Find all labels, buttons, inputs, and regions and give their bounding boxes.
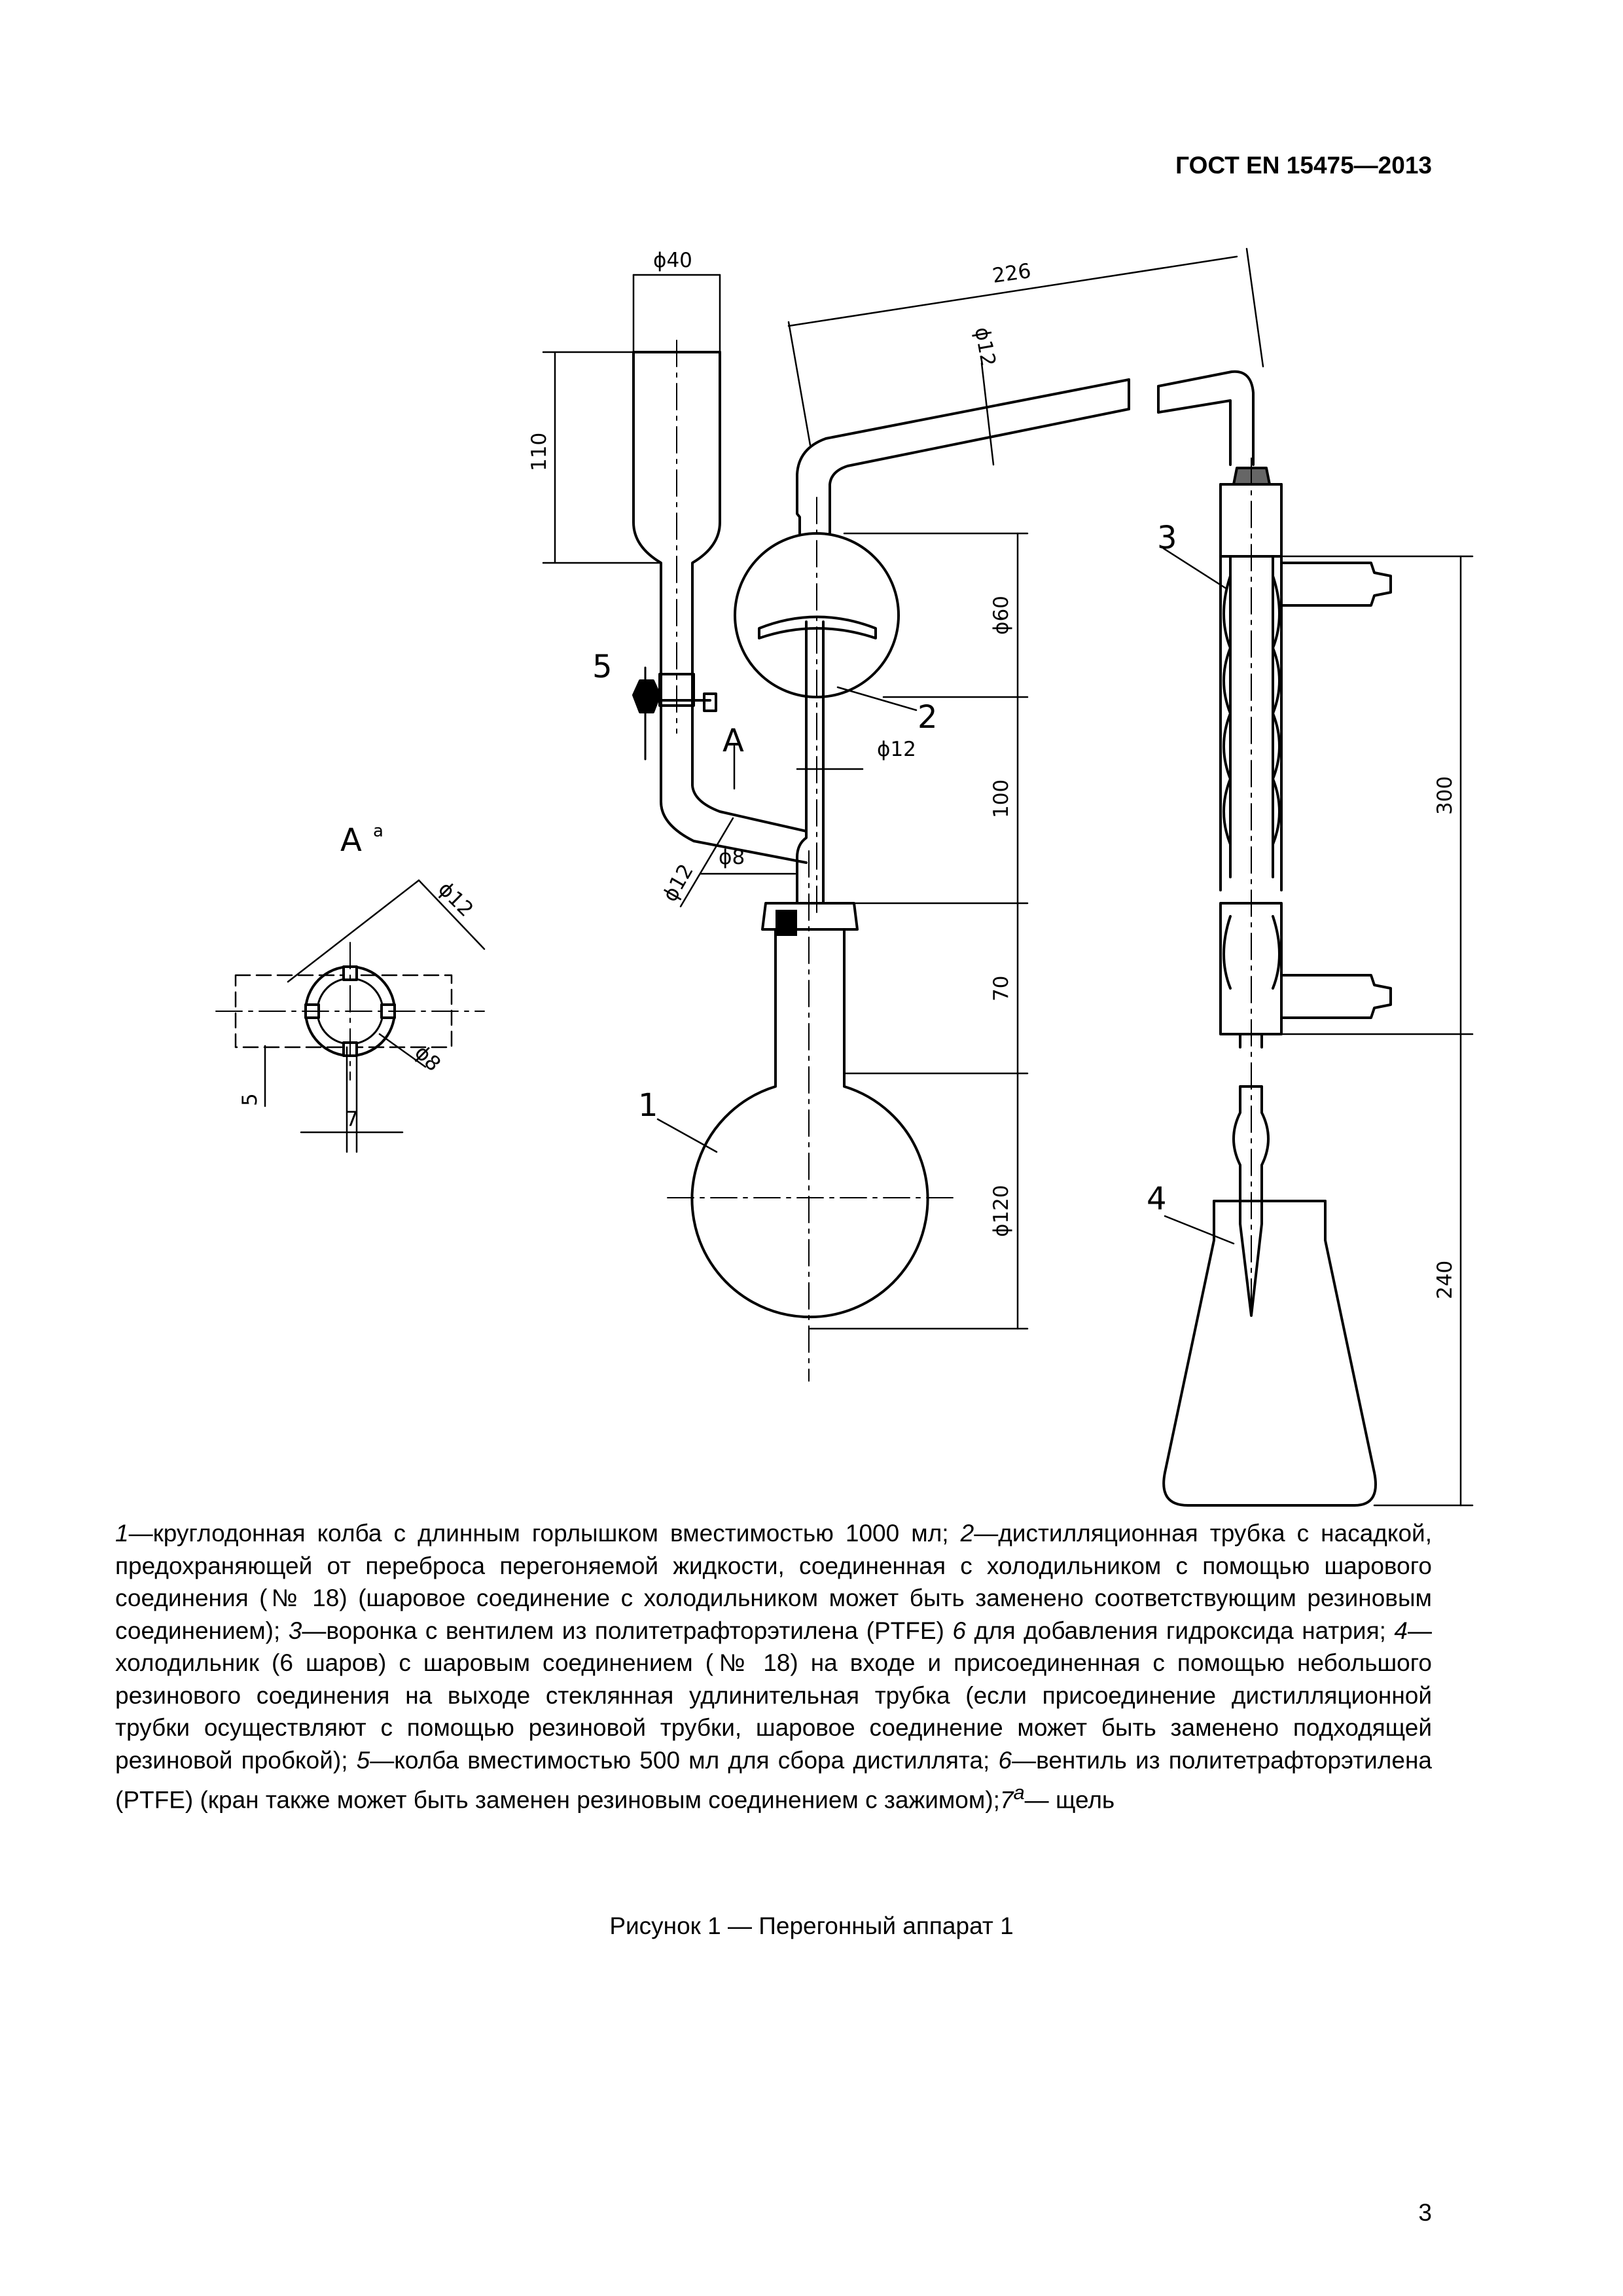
legend-item-2-number: 2 <box>960 1520 974 1547</box>
dim-diameter-40: ϕ40 <box>653 249 692 272</box>
view-label-a: A <box>340 822 362 859</box>
legend-item-7-text: — щель <box>1024 1786 1115 1814</box>
legend-item-3-text: —воронка с вентилем из политетрафторэтилена (PTFE) <box>302 1617 953 1644</box>
dim-length-240: 240 <box>1433 1260 1457 1299</box>
dim-length-100: 100 <box>990 779 1013 818</box>
distillation-tube-drawing <box>735 372 1253 916</box>
legend-item-5-text: —колба вместимостью 500 мл для сбора дистиллята; <box>370 1746 999 1774</box>
dim-length-226: 226 <box>991 259 1033 288</box>
dim-diameter-12-mid: ϕ12 <box>877 738 916 761</box>
dim-length-5: 5 <box>238 1093 262 1106</box>
erlenmeyer-flask-drawing <box>1164 1201 1376 1505</box>
figure-title: Рисунок 1 — Перегонный аппарат 1 <box>609 1912 1014 1939</box>
callout-5: 5 <box>592 649 613 685</box>
document-header: ГОСТ EN 15475—2013 <box>1175 152 1432 179</box>
page-number: 3 <box>1418 2199 1432 2226</box>
view-footnote-marker: a <box>373 821 383 841</box>
legend-item-1-number: 1 <box>115 1520 129 1547</box>
legend-item-3-reference: 6 <box>952 1617 966 1644</box>
legend-item-6-text: —вентиль из политетрафторэтилена (PTFE) (кран также может быть заменен резиновым соединением с зажимом); <box>115 1746 1432 1814</box>
legend-item-6-number: 6 <box>998 1746 1012 1774</box>
callout-3: 3 <box>1157 520 1177 556</box>
dim-length-110: 110 <box>527 432 551 471</box>
legend-item-4-number: 4 <box>1394 1617 1408 1644</box>
dim-length-300: 300 <box>1433 776 1457 815</box>
valve-drawing <box>633 668 716 759</box>
dim-diameter-12-detail: ϕ12 <box>433 877 478 922</box>
legend-item-7-number: 7 <box>999 1786 1014 1814</box>
dim-diameter-60: ϕ60 <box>990 596 1013 635</box>
dim-diameter-12-top: ϕ12 <box>970 325 1000 368</box>
callout-1: 1 <box>638 1087 658 1124</box>
dim-diameter-8-detail: ϕ8 <box>410 1041 446 1077</box>
section-label-a: A <box>722 723 744 759</box>
callout-2: 2 <box>918 699 938 736</box>
condenser-drawing <box>1221 458 1391 1322</box>
round-bottom-flask-drawing <box>668 851 955 1381</box>
dim-diameter-120: ϕ120 <box>990 1185 1013 1237</box>
callout-4: 4 <box>1147 1181 1167 1217</box>
dim-diameter-8-tube: ϕ8 <box>719 846 745 869</box>
dim-length-7: 7 <box>346 1107 359 1131</box>
figure-legend <box>115 1517 1432 1816</box>
legend-item-3-text-tail: для добавления гидроксида натрия; <box>965 1617 1395 1644</box>
dim-length-70: 70 <box>990 975 1013 1001</box>
legend-item-4-text: —холодильник (6 шаров) с шаровым соединением (№ 18) на входе и присоединенная с помощью небольшого резинового соединения на выходе стеклянная удлинительная трубка (если присоединение дистилляционной трубки осуществляют с помощью резиновой трубки, шаровое соединение может быть заменено подходящей резиновой пробкой); <box>115 1617 1432 1774</box>
dim-diameter-12-tube: ϕ12 <box>658 860 698 906</box>
legend-item-7-superscript: a <box>1013 1781 1025 1804</box>
legend-item-5-number: 5 <box>356 1746 370 1774</box>
legend-item-1-text: —круглодонная колба с длинным горлышком вместимостью 1000 мл; <box>128 1520 961 1547</box>
legend-item-3-number: 3 <box>288 1617 302 1644</box>
legend-item-2-text: —дистилляционная трубка с насадкой, предохраняющей от переброса перегоняемой жидкости, соединенная с холодильником с помощью шарового соединения (№ 18) (шаровое соединение с холодильником может быть заменено соответствующим резиновым соединением); <box>115 1520 1432 1644</box>
funnel-drawing <box>633 340 806 863</box>
